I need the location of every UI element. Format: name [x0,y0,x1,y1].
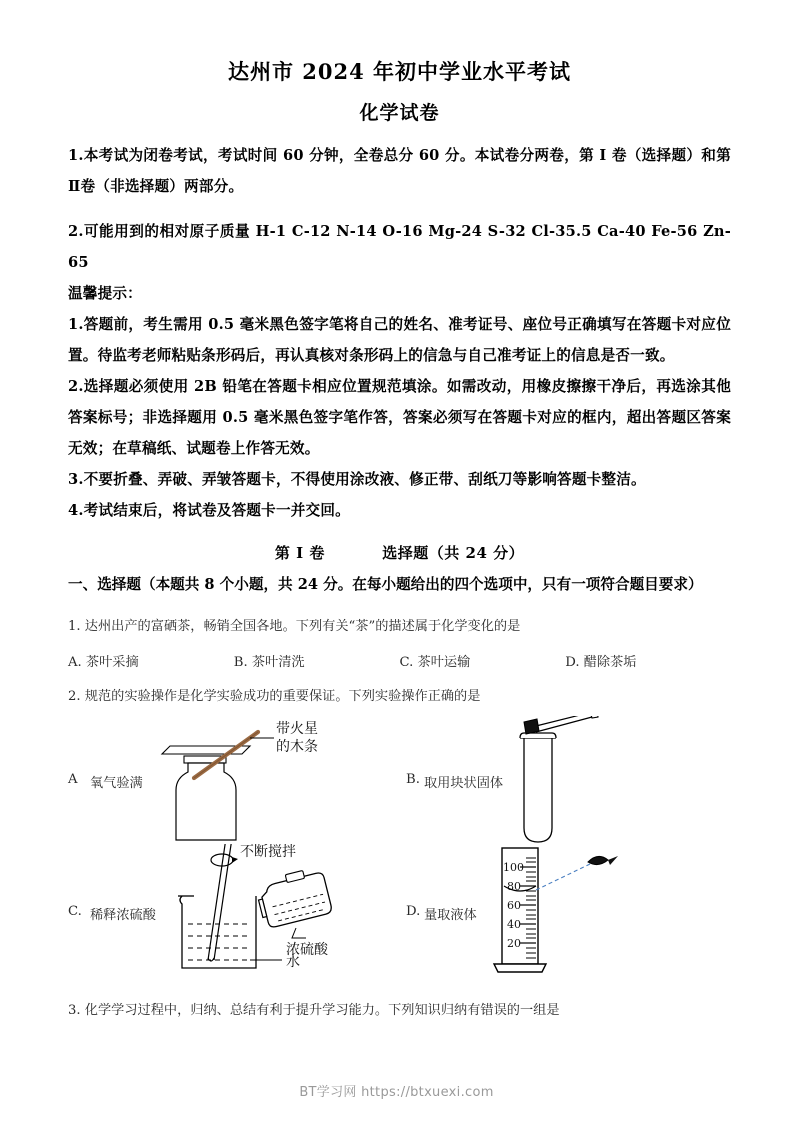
question-1-stem: 达州出产的富硒茶，畅销全国各地。下列有关“茶”的描述属于化学变化的是 [84,618,521,634]
option-b-label: 取用块状固体 [424,775,504,791]
part-volume-label: 第 I 卷 [274,543,325,562]
tick-20: 20 [507,936,521,950]
question-1-option-b[interactable] [234,651,400,670]
instruction-notice-heading: 温馨提示： [68,284,142,302]
option-text: 醋除茶垢 [583,654,637,670]
question-2-option-a[interactable] [68,716,398,848]
question-2 [68,684,731,710]
question-3 [68,998,731,1024]
option-key: D. [565,654,580,670]
instruction-pencil-usage: 2.选择题必须使用 2B 铅笔在答题卡相应位置规范填涂。如需改动，用橡皮擦擦干净后，再选涂其他答案标号；非选择题用 0.5 毫米黑色签字笔作答，答案必须写在答题卡对应的框内，超出答题区答案无效；在草稿纸、试题卷上作答无效。 [68,377,731,457]
question-1-options [68,651,731,670]
tick-80: 80 [507,879,521,893]
option-b-key: B. [406,771,420,787]
option-d-key: D. [406,903,421,919]
option-key: C. [399,654,414,670]
tick-100: 100 [503,860,524,874]
question-1-option-d[interactable] [565,651,731,670]
splint-annotation-line2: 的木条 [276,738,318,755]
instruction-answer-sheet-care: 3.不要折叠、弄破、弄皱答题卡，不得使用涂改液、修正带、刮纸刀等影响答题卡整洁。 [68,470,646,488]
question-2-figure-options [68,716,731,984]
option-d-label: 量取液体 [424,907,477,923]
part-type-label: 选择题（共 24 分） [382,543,525,562]
gas-jar-icon [146,716,356,848]
option-text: 茶叶清洗 [251,654,305,670]
question-1-number: 1. [68,618,81,634]
question-3-number: 3. [68,1002,81,1018]
instruction-submit: 4.考试结束后，将试卷及答题卡一并交回。 [68,501,350,519]
option-text: 茶叶采摘 [85,654,139,670]
tick-60: 60 [507,898,521,912]
page-subtitle: 化学试卷 [359,102,440,125]
question-2-option-d[interactable] [398,850,728,982]
part-one-header [68,542,731,563]
instruction-exam-format: 1.本考试为闭卷考试，考试时间 60 分钟，全卷总分 60 分。本试卷分两卷，第 I 卷（选择题）和第Ⅱ卷（非选择题）两部分。 [68,146,731,195]
acid-annotation: 浓硫酸 [286,941,328,958]
option-c-label: 稀释浓硫酸 [90,907,156,923]
water-annotation: 水 [286,953,300,970]
question-3-stem: 化学学习过程中，归纳、总结有利于提升学习能力。下列知识归纳有错误的一组是 [84,1002,560,1018]
test-tube-icon [506,716,666,848]
question-2-option-c[interactable] [68,843,398,982]
option-text: 茶叶运输 [417,654,471,670]
question-1-option-a[interactable] [68,651,234,670]
question-2-number: 2. [68,688,81,704]
tick-40: 40 [507,917,521,931]
question-1-option-c[interactable] [400,651,566,670]
section-one-intro: 一、选择题（本题共 8 个小题，共 24 分。在每小题给出的四个选项中，只有一项符合题目要求） [68,575,703,593]
dilute-acid-apparatus-icon [164,844,394,980]
footer-watermark: BT学习网 https://btxuexi.com [299,1085,494,1100]
option-c-key: C. [68,903,82,919]
question-2-option-b[interactable] [398,716,728,848]
option-key: B. [233,654,248,670]
instruction-before-answering: 1.答题前，考生需用 0.5 毫米黑色签字笔将自己的姓名、准考证号、座位号正确填写在答题卡对应位置。待监考老师粘贴条形码后，再认真核对条形码上的信急与自己准考证上的信息是否一致。 [68,315,731,364]
page-title: 达州市 2024 年初中学业水平考试 [227,59,572,84]
splint-annotation-line1: 带火星 [276,720,318,737]
question-2-stem: 规范的实验操作是化学实验成功的重要保证。下列实验操作正确的是 [84,688,481,704]
graduated-cylinder-icon [482,846,682,982]
stirring-annotation: 不断搅拌 [240,843,296,860]
option-a-label: 氧气验满 [90,775,143,791]
option-a-key: A [68,771,78,787]
question-1 [68,614,731,640]
option-key: A. [68,654,82,670]
instruction-atomic-masses: 2.可能用到的相对原子质量 H-1 C-12 N-14 O-16 Mg-24 S-32 Cl-35.5 Ca-40 Fe-56 Zn-65 [68,222,731,271]
